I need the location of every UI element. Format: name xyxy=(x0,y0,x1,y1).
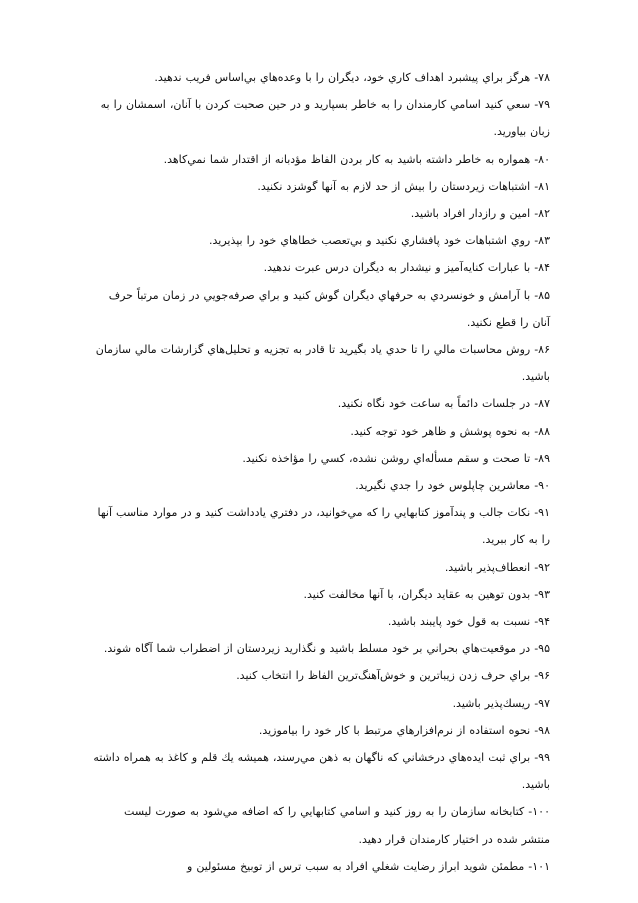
item-number: ۸۲ xyxy=(538,207,550,221)
item-number: ۹۵ xyxy=(538,642,550,656)
list-item xyxy=(92,390,550,417)
item-text: در موقعيت‌هاي بحراني بر خود مسلط باشيد و نگذاريد زيردستان از اضطراب شما آگاه شوند. xyxy=(103,642,531,656)
item-number: ۸۸ xyxy=(538,424,550,438)
item-separator: - xyxy=(530,98,539,112)
list-item xyxy=(92,635,550,662)
item-separator: - xyxy=(530,696,539,710)
list-item xyxy=(92,336,550,390)
item-separator: - xyxy=(530,560,539,574)
item-text: هرگز براي پيشبرد اهداف كاري خود، ديگران را با وعده‌هاي بي‌اساس فريب ندهيد. xyxy=(154,71,531,84)
list-item xyxy=(92,282,550,336)
item-text: انعطاف‌پذير باشيد. xyxy=(444,560,531,574)
item-number: ۸۴ xyxy=(538,261,550,275)
list-item xyxy=(92,662,550,689)
item-text: معاشرين چاپلوس خود را جدي نگيريد. xyxy=(355,479,531,493)
item-number: ۹۹ xyxy=(538,751,550,765)
item-text: امين و رازدار افراد باشيد. xyxy=(410,207,531,221)
list-item xyxy=(92,254,550,281)
item-separator: - xyxy=(530,424,539,438)
item-text: نكات جالب و پندآموز كتابهايي را كه مي‌خوانيد، در دفتري يادداشت كنيد و در موارد مناسب آنها را به كار ببريد. xyxy=(97,506,550,547)
item-separator: - xyxy=(530,234,539,248)
item-number: ۹۰ xyxy=(538,479,550,493)
item-text: تا صحت و سقم مسأله‌اي روشن نشده، كسي را مؤاخذه نكنيد. xyxy=(242,451,531,465)
list-item xyxy=(92,853,550,880)
item-separator: - xyxy=(530,723,539,737)
item-number: ۹۱ xyxy=(538,506,550,520)
item-number: ۸۵ xyxy=(538,288,550,302)
item-number: ۹۸ xyxy=(538,723,550,737)
item-number: ۹۶ xyxy=(538,669,550,683)
item-separator: - xyxy=(530,152,539,166)
item-text: نحوه استفاده از نرم‌افزارهاي مرتبط با كار خود را بياموزيد. xyxy=(258,723,531,737)
item-separator: - xyxy=(524,859,533,873)
item-separator: - xyxy=(530,71,539,84)
item-text: نسبت به قول خود پايبند باشيد. xyxy=(387,615,531,629)
item-text: براي حرف زدن زيباترين و خوش‌آهنگ‌ترين الفاظ را انتخاب كنيد. xyxy=(236,669,531,683)
list-item xyxy=(92,581,550,608)
list-item xyxy=(92,200,550,227)
list-item xyxy=(92,418,550,445)
item-separator: - xyxy=(530,451,539,465)
item-separator: - xyxy=(530,343,539,357)
item-number: ۸۳ xyxy=(538,234,550,248)
document-page xyxy=(92,64,550,880)
list-item xyxy=(92,445,550,472)
item-separator: - xyxy=(530,751,539,765)
item-separator: - xyxy=(530,288,539,302)
list-item xyxy=(92,798,550,852)
item-separator: - xyxy=(530,261,539,275)
item-text: كتابخانه سازمان را به روز كنيد و اسامي كتابهايي را كه اضافه مي‌شود به صورت ليست منتشر شده در اختيار كارمندان قرار دهيد. xyxy=(124,805,550,846)
item-text: در جلسات دائماً به ساعت خود نگاه نكنيد. xyxy=(337,397,531,411)
item-separator: - xyxy=(530,642,539,656)
item-number: ۱۰۰ xyxy=(532,805,550,819)
item-separator: - xyxy=(524,805,533,819)
item-text: براي ثبت ايده‌هاي درخشاني كه ناگهان به ذهن مي‌رسند، هميشه يك قلم و كاغذ به همراه داشته باشيد. xyxy=(93,751,550,792)
list-item xyxy=(92,146,550,173)
item-separator: - xyxy=(530,207,539,221)
item-number: ۹۳ xyxy=(538,587,550,601)
item-text: به نحوه پوشش و ظاهر خود توجه كنيد. xyxy=(350,424,531,438)
item-number: ۸۹ xyxy=(538,451,550,465)
list-item xyxy=(92,717,550,744)
item-text: مطمئن شويد ابراز رضايت شغلي افراد به سبب ترس از توبيخ مسئولين و xyxy=(187,859,525,873)
item-separator: - xyxy=(530,669,539,683)
item-number: ۷۹ xyxy=(538,98,550,112)
list-item xyxy=(92,744,550,798)
item-text: همواره به خاطر داشته باشيد به كار بردن الفاظ مؤدبانه از اقتدار شما نمي‌كاهد. xyxy=(163,152,531,166)
item-separator: - xyxy=(530,179,539,193)
item-separator: - xyxy=(530,506,539,520)
item-number: ۹۷ xyxy=(538,696,550,710)
item-number: ۸۱ xyxy=(538,179,550,193)
item-text: سعي كنيد اسامي كارمندان را به خاطر بسپاريد و در حين صحبت كردن با آنان، اسمشان را به زبان بياوريد. xyxy=(100,98,550,139)
list-item xyxy=(92,690,550,717)
list-item xyxy=(92,227,550,254)
item-separator: - xyxy=(530,587,539,601)
item-text: روش محاسبات مالي را تا حدي ياد بگيريد تا قادر به تجزيه و تحليل‌هاي گزارشات مالي سازمان باشيد. xyxy=(95,343,550,384)
item-number: ۹۲ xyxy=(538,560,550,574)
item-text: ريسك‌پذير باشيد. xyxy=(452,696,531,710)
item-number: ۸۷ xyxy=(538,397,550,411)
list-item xyxy=(92,64,550,91)
item-text: با عبارات كنايه‌آميز و نيشدار به ديگران درس عبرت ندهيد. xyxy=(263,261,531,275)
item-text: روي اشتباهات خود پافشاري نكنيد و بي‌تعصب خطاهاي خود را بپذيريد. xyxy=(208,234,531,248)
item-number: ۸۶ xyxy=(538,343,550,357)
item-number: ۱۰۱ xyxy=(532,859,550,873)
item-number: ۹۴ xyxy=(538,615,550,629)
list-item xyxy=(92,608,550,635)
item-separator: - xyxy=(530,397,539,411)
item-separator: - xyxy=(530,479,539,493)
list-item xyxy=(92,554,550,581)
item-text: با آرامش و خونسردي به حرفهاي ديگران گوش كنيد و براي صرفه‌جويي در زمان مرتباً حرف آنان را قطع نكنيد. xyxy=(108,288,550,329)
item-text: اشتباهات زيردستان را بيش از حد لازم به آنها گوشزد نكنيد. xyxy=(257,179,531,193)
list-item xyxy=(92,472,550,499)
list-item xyxy=(92,499,550,553)
item-number: ۷۸ xyxy=(538,71,550,84)
list-item xyxy=(92,173,550,200)
item-text: بدون توهين به عقايد ديگران، با آنها مخالفت كنيد. xyxy=(303,587,531,601)
item-number: ۸۰ xyxy=(538,152,550,166)
item-separator: - xyxy=(530,615,539,629)
list-item xyxy=(92,91,550,145)
